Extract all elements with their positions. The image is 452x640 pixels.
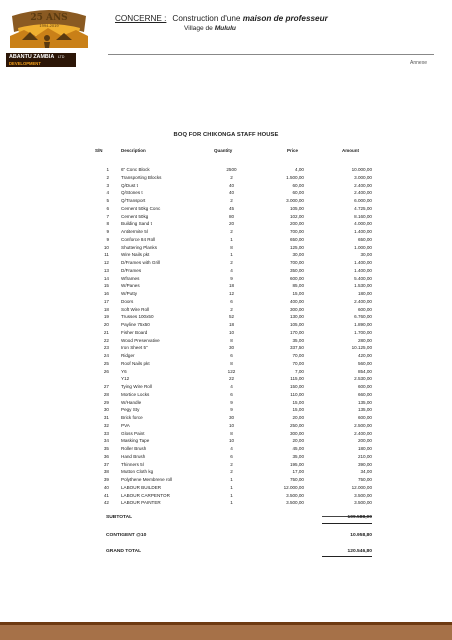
row-sn: 29 — [103, 399, 109, 405]
document-title: BOQ FOR CHIKONGA STAFF HOUSE — [173, 132, 279, 138]
row-description: Y12 — [121, 376, 130, 382]
row-description: Ridger — [121, 353, 135, 358]
row-sn: 26 — [103, 368, 109, 374]
subject-bold: maison de professeur — [242, 14, 328, 23]
row-price: 70,00 — [292, 353, 304, 358]
table-row — [0, 228, 452, 236]
row-amount: 1.400,00 — [354, 229, 372, 234]
row-amount: 750,00 — [357, 477, 372, 482]
row-sn: 22 — [103, 337, 109, 343]
row-quantity: 20 — [228, 221, 235, 227]
table-row — [0, 344, 452, 352]
row-quantity: 1 — [230, 236, 233, 242]
row-amount: 34,00 — [360, 469, 372, 475]
subject-prefix: Construction d'une — [172, 14, 243, 23]
row-price: 150,00 — [289, 384, 304, 389]
table-row — [0, 437, 452, 445]
table-row — [0, 422, 452, 430]
row-description: Trusses 100x50 — [121, 314, 154, 320]
row-description: Transporting Blocks — [121, 174, 162, 180]
row-sn: 10 — [103, 244, 109, 250]
column-header-price: Price — [287, 148, 299, 153]
row-quantity: 2 — [230, 229, 233, 234]
row-quantity: 8 — [230, 244, 233, 250]
row-price: 600,00 — [289, 275, 304, 281]
village-prefix: Village de — [184, 25, 215, 32]
row-sn: 13 — [103, 267, 109, 273]
row-description: Iron Sheet 5" — [121, 345, 148, 351]
village-line — [184, 25, 236, 32]
row-quantity: 2 — [230, 469, 233, 475]
row-description: Q/Stones t — [121, 190, 143, 196]
company-logo — [4, 8, 94, 70]
row-sn: 7 — [106, 213, 109, 219]
row-sn: 12 — [103, 260, 109, 265]
village-name: Mululu — [214, 25, 236, 32]
row-sn: 11 — [104, 252, 109, 258]
column-header-sn: S/N — [95, 148, 103, 153]
row-quantity: 8 — [230, 360, 233, 366]
row-description: Payline 75x50 — [121, 322, 150, 327]
row-description: Mortice Locks — [121, 391, 150, 397]
table-row — [0, 244, 452, 252]
row-amount: 2.400,00 — [354, 298, 372, 304]
row-quantity: 30 — [228, 345, 235, 351]
table-row — [0, 313, 452, 321]
row-quantity: 40 — [228, 182, 235, 188]
row-amount: 3.000,00 — [354, 174, 372, 180]
row-quantity: 2 — [230, 260, 233, 265]
table-row — [0, 290, 452, 298]
row-amount: 2.400,00 — [354, 190, 372, 196]
row-price: 12.000,00 — [283, 484, 304, 490]
table-row — [0, 182, 452, 190]
row-price: 750,00 — [289, 477, 304, 482]
row-amount: 135,00 — [357, 399, 372, 405]
row-quantity: 6 — [230, 298, 233, 304]
row-sn: 34 — [103, 438, 109, 444]
row-sn: 18 — [103, 306, 109, 312]
row-quantity: 6 — [230, 453, 233, 459]
row-amount: 600,00 — [357, 306, 372, 312]
row-quantity: 10 — [228, 422, 235, 428]
row-amount: 1.000,00 — [354, 244, 372, 250]
row-amount: 3.500,00 — [354, 500, 372, 506]
row-description: Cement 50kg — [121, 213, 149, 219]
row-price: 85,00 — [292, 283, 304, 289]
subtotal-underline — [322, 523, 372, 524]
table-row — [0, 468, 452, 476]
row-sn: 41 — [103, 492, 109, 498]
subtotal-value: 109.588,00 — [347, 515, 372, 520]
table-row — [0, 275, 452, 283]
concerne-subject — [172, 14, 327, 23]
row-description: Gloss Paint — [121, 430, 145, 436]
row-description: Roof Nails pkt — [121, 360, 150, 366]
row-description: Shuttering Planks — [121, 244, 158, 250]
row-sn: 14 — [103, 275, 109, 281]
table-row — [0, 174, 452, 182]
row-description: Mutton Cloth kg — [121, 469, 154, 475]
row-description: 6" Conc Block — [121, 167, 150, 172]
row-price: 20,00 — [292, 438, 304, 444]
row-price: 105,00 — [289, 322, 304, 327]
row-price: 102,00 — [289, 213, 304, 219]
row-price: 35,00 — [292, 453, 304, 459]
contingent-value: 10.958,80 — [350, 533, 372, 538]
row-price: 35,00 — [292, 337, 304, 343]
row-sn: 42 — [103, 500, 109, 506]
row-quantity: 122 — [227, 368, 236, 374]
table-row — [0, 453, 452, 461]
row-price: 15,00 — [292, 291, 304, 296]
row-quantity: 52 — [228, 314, 235, 320]
row-amount: 12.000,00 — [351, 484, 372, 490]
row-description: PVA — [121, 422, 130, 428]
table-row — [0, 476, 452, 484]
row-amount: 200,00 — [357, 438, 372, 444]
row-quantity: 8 — [230, 430, 233, 436]
row-quantity: 1 — [230, 477, 233, 482]
row-quantity: 1 — [230, 252, 233, 258]
row-price: 125,00 — [289, 244, 304, 250]
row-description: Building Sand t — [121, 221, 152, 227]
column-header-description: Description — [121, 148, 146, 153]
row-amount: 854,00 — [357, 368, 372, 374]
table-row — [0, 321, 452, 329]
row-amount: 1.530,00 — [354, 283, 372, 289]
row-price: 1.500,00 — [286, 174, 304, 180]
row-amount: 4.725,00 — [354, 205, 372, 211]
row-price: 30,00 — [292, 252, 304, 258]
row-quantity: 18 — [228, 322, 235, 327]
row-sn: 8 — [106, 221, 109, 227]
row-price: 60,00 — [292, 190, 304, 196]
footer-bar — [0, 625, 452, 640]
table-row — [0, 375, 452, 383]
table-row — [0, 499, 452, 507]
row-quantity: 9 — [230, 275, 233, 281]
row-sn: 3 — [106, 182, 109, 188]
grand-total-label: GRAND TOTAL — [106, 549, 142, 554]
row-description: Y6 — [121, 368, 127, 374]
row-price: 300,00 — [289, 430, 304, 436]
table-row — [0, 406, 452, 414]
row-sn: 40 — [103, 484, 109, 490]
row-price: 200,00 — [289, 221, 304, 227]
row-amount: 4.000,00 — [354, 221, 372, 227]
row-description: Fisher Board — [121, 329, 148, 335]
row-amount: 1.400,00 — [354, 260, 372, 265]
row-sn: 28 — [103, 391, 109, 397]
table-row — [0, 492, 452, 500]
row-price: 300,00 — [289, 306, 304, 312]
row-description: Q/Transport — [121, 198, 146, 203]
row-description: Wframes — [121, 275, 140, 281]
row-sn: 16 — [103, 291, 109, 296]
table-row — [0, 251, 452, 259]
row-amount: 2.530,00 — [354, 376, 372, 382]
row-price: 700,00 — [289, 260, 304, 265]
column-header-amount: Amount — [342, 148, 359, 153]
row-amount: 10.000,00 — [351, 167, 372, 172]
row-description: Soft Wire Roll — [121, 306, 150, 312]
row-price: 130,00 — [289, 314, 304, 320]
row-sn: 1 — [106, 167, 109, 172]
row-description: Wood Preservative — [121, 337, 160, 343]
row-description: LABOUR CARPENTOR — [121, 492, 170, 498]
row-sn: 33 — [103, 430, 109, 436]
row-description: Conforce 84 Roll — [121, 236, 156, 242]
table-row — [0, 368, 452, 376]
table-row — [0, 329, 452, 337]
row-sn: 32 — [103, 422, 109, 428]
row-amount: 180,00 — [357, 446, 372, 451]
row-sn: 35 — [103, 446, 109, 451]
row-quantity: 1 — [230, 484, 233, 490]
row-price: 170,00 — [289, 329, 304, 335]
row-quantity: 9 — [230, 407, 233, 413]
row-description: Wire Nails pkt — [121, 252, 150, 258]
row-quantity: 2 — [230, 306, 233, 312]
grand-total-underline — [322, 556, 372, 557]
row-description: LABOUR BUILDER — [121, 484, 162, 490]
header-divider — [108, 54, 434, 55]
table-row — [0, 352, 452, 360]
row-amount: 6.760,00 — [354, 314, 372, 320]
row-amount: 6.000,00 — [354, 198, 372, 203]
row-sn: 39 — [103, 477, 109, 482]
row-price: 45,00 — [292, 446, 304, 451]
row-description: Hand Brush — [121, 453, 146, 459]
row-price: 60,00 — [292, 182, 304, 188]
row-amount: 5.400,00 — [354, 275, 372, 281]
row-quantity: 12 — [228, 291, 235, 296]
row-description: Thinners 5l — [121, 461, 144, 467]
row-description: W/Putty — [121, 291, 138, 296]
logo-company-name: ABANTU ZAMBIA — [9, 54, 55, 60]
row-price: 15,00 — [292, 399, 304, 405]
table-row — [0, 430, 452, 438]
row-price: 195,00 — [289, 461, 304, 467]
row-sn: 37 — [103, 461, 109, 467]
row-price: 400,00 — [289, 298, 304, 304]
row-amount: 420,00 — [357, 353, 372, 358]
contingent-label: CONTIGENT @10 — [106, 533, 147, 538]
concerne-line — [115, 14, 328, 23]
table-row — [0, 298, 452, 306]
row-sn: 24 — [103, 353, 109, 358]
row-description: Brick force — [121, 415, 143, 420]
row-quantity: 2 — [230, 461, 233, 467]
row-sn: 9 — [106, 229, 109, 234]
row-amount: 600,00 — [357, 415, 372, 420]
row-description: Pegy Sty — [121, 407, 140, 413]
row-quantity: 2 — [230, 174, 233, 180]
logo-anniversary: 25 ANS — [30, 13, 68, 23]
row-quantity: 4 — [230, 384, 233, 389]
row-description: Polythene Membrene roll — [121, 477, 173, 482]
row-price: 7,00 — [295, 368, 304, 374]
row-quantity: 4 — [230, 446, 233, 451]
row-price: 17,00 — [292, 469, 304, 475]
logo-band — [6, 53, 76, 67]
row-price: 650,00 — [289, 236, 304, 242]
row-price: 70,00 — [292, 360, 304, 366]
row-quantity: 2 — [230, 198, 233, 203]
row-sn: 21 — [103, 329, 109, 335]
row-amount: 660,00 — [357, 391, 372, 397]
row-amount: 30,00 — [360, 252, 372, 258]
row-description: LABOUR PAINTER — [121, 500, 161, 506]
row-price: 15,00 — [292, 407, 304, 413]
row-description: W/Handle — [121, 399, 142, 405]
row-amount: 1.890,00 — [354, 322, 372, 327]
table-row — [0, 213, 452, 221]
row-amount: 180,00 — [357, 291, 372, 296]
table-row — [0, 360, 452, 368]
row-quantity: 1 — [230, 492, 233, 498]
row-amount: 280,00 — [357, 337, 372, 343]
row-sn: 38 — [103, 469, 109, 475]
row-amount: 2.500,00 — [354, 422, 372, 428]
row-amount: 8.160,00 — [354, 213, 372, 219]
row-sn: 2 — [106, 174, 109, 180]
row-quantity: 10 — [228, 438, 235, 444]
row-price: 700,00 — [289, 229, 304, 234]
row-quantity: 40 — [228, 190, 235, 196]
row-price: 3.000,00 — [286, 198, 304, 203]
table-row — [0, 461, 452, 469]
row-quantity: 45 — [228, 205, 235, 211]
row-sn: 15 — [103, 283, 109, 289]
table-row — [0, 166, 452, 174]
row-amount: 1.700,00 — [354, 329, 372, 335]
row-description: D/Frames — [121, 267, 142, 273]
row-price: 115,00 — [290, 376, 304, 382]
table-row — [0, 267, 452, 275]
row-sn: 17 — [103, 298, 109, 304]
table-row — [0, 383, 452, 391]
row-amount: 2.400,00 — [354, 430, 372, 436]
row-amount: 390,00 — [357, 461, 372, 467]
table-row — [0, 205, 452, 213]
row-sn: 27 — [103, 384, 109, 389]
row-price: 110,00 — [290, 391, 304, 397]
row-amount: 650,00 — [357, 236, 372, 242]
logo-years: 1994-2019 — [39, 23, 59, 28]
row-quantity: 22 — [228, 376, 235, 382]
row-description: Roller Brush — [121, 446, 147, 451]
column-header-quantity: Quantity — [214, 148, 233, 153]
table-row — [0, 189, 452, 197]
row-amount: 560,00 — [357, 360, 372, 366]
table-row — [0, 399, 452, 407]
row-sn: 20 — [103, 322, 109, 327]
row-sn: 31 — [103, 415, 109, 420]
row-description: Doors — [121, 298, 134, 304]
table-row — [0, 414, 452, 422]
row-quantity: 4 — [230, 267, 233, 273]
row-amount: 10.125,00 — [351, 345, 372, 351]
row-sn: 23 — [103, 345, 109, 351]
row-quantity: 8 — [230, 337, 233, 343]
table-row — [0, 259, 452, 267]
row-sn: 36 — [103, 453, 109, 459]
row-description: D/Frames with Grill — [121, 260, 161, 265]
table-row — [0, 337, 452, 345]
row-description: Cement 50kg Conc — [121, 205, 161, 211]
table-row — [0, 306, 452, 314]
row-description: W/Panes — [121, 283, 140, 289]
row-description: Masking Tape — [121, 438, 150, 444]
row-quantity: 9 — [230, 399, 233, 405]
row-quantity: 18 — [228, 283, 235, 289]
row-sn: 9 — [106, 236, 109, 242]
row-price: 20,00 — [292, 415, 304, 420]
table-row — [0, 220, 452, 228]
subtotal-label: SUBTOTAL — [106, 515, 133, 520]
grand-total-value: 120.546,80 — [347, 549, 372, 554]
row-quantity: 30 — [228, 415, 235, 420]
row-quantity: 6 — [230, 353, 233, 358]
row-quantity: 1 — [230, 500, 233, 506]
logo-company-tagline: DEVELOPMENT — [9, 61, 41, 66]
table-row — [0, 391, 452, 399]
concerne-label: CONCERNE : — [115, 14, 167, 23]
row-sn: 4 — [106, 190, 109, 196]
row-description: Tying Wire Roll — [121, 384, 152, 389]
row-quantity: 10 — [228, 329, 235, 335]
boq-table — [0, 166, 452, 507]
row-quantity: 2500 — [226, 167, 237, 172]
table-row — [0, 445, 452, 453]
row-price: 250,00 — [289, 422, 304, 428]
row-quantity: 80 — [228, 213, 235, 219]
logo-company-suffix: LTD — [58, 55, 65, 59]
row-sn: 19 — [103, 314, 109, 320]
row-price: 3.500,00 — [286, 500, 304, 506]
row-amount: 210,00 — [357, 453, 372, 459]
table-row — [0, 484, 452, 492]
row-amount: 1.400,00 — [354, 267, 372, 273]
row-sn: 6 — [106, 205, 109, 211]
row-amount: 2.400,00 — [354, 182, 372, 188]
row-description: Antitermite 5l — [121, 229, 148, 234]
row-sn: 25 — [103, 360, 109, 366]
row-price: 3.500,00 — [286, 492, 304, 498]
row-amount: 600,00 — [357, 384, 372, 389]
row-price: 350,00 — [289, 267, 304, 273]
row-sn: 5 — [106, 198, 109, 203]
row-price: 105,00 — [289, 205, 304, 211]
annex-label: Annexe — [410, 60, 427, 66]
row-description: Q/Dust t — [121, 182, 138, 188]
table-row — [0, 197, 452, 205]
row-quantity: 6 — [230, 391, 233, 397]
row-amount: 3.500,00 — [354, 492, 372, 498]
row-price: 4,00 — [295, 167, 304, 172]
row-amount: 135,00 — [357, 407, 372, 413]
table-row — [0, 236, 452, 244]
table-row — [0, 282, 452, 290]
row-sn: 30 — [103, 407, 109, 413]
row-price: 337,50 — [289, 345, 304, 351]
